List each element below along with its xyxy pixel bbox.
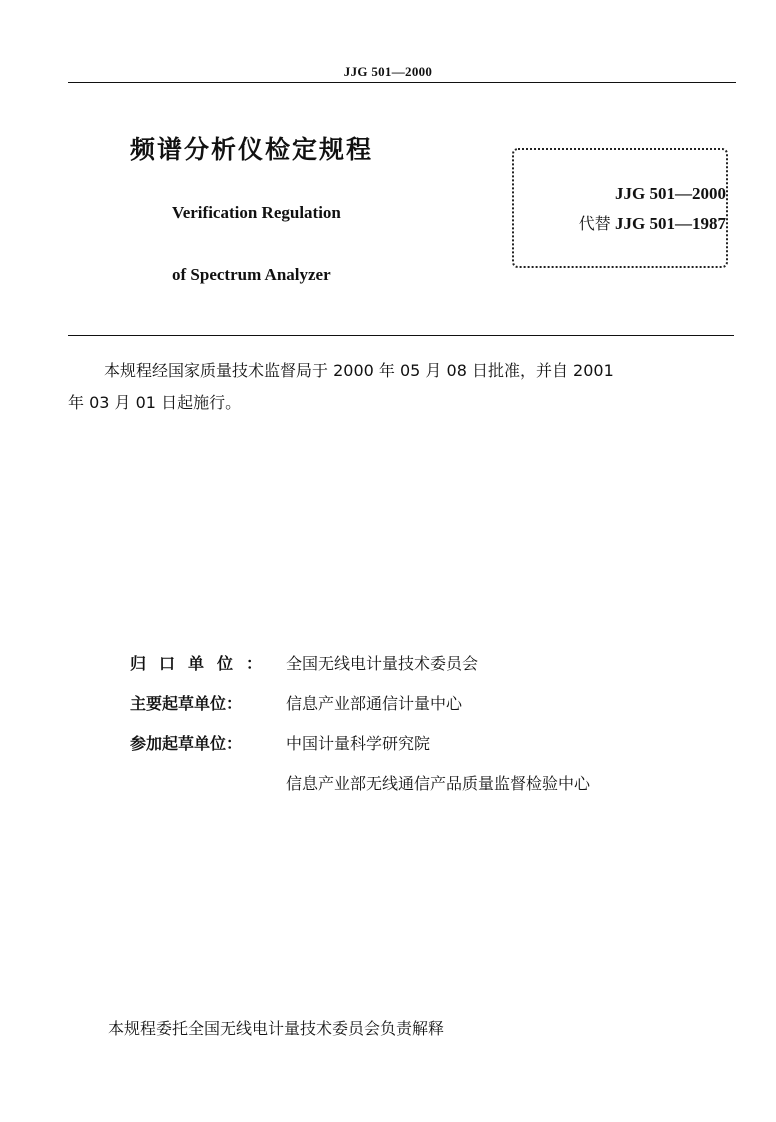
replaces-code-line [579, 211, 726, 234]
participating-drafter-label: 参加起草单位： [130, 734, 243, 753]
title-divider [68, 335, 734, 336]
main-drafter-label: 主要起草单位： [130, 694, 243, 713]
participating-drafter: 中国计量科学研究院 [286, 734, 431, 753]
approval-statement-line2: 年 03 月 01 日起施行。 [68, 393, 242, 412]
interpretation-note: 本规程委托全国无线电计量技术委员会负责解释 [108, 1019, 445, 1038]
replaces-label: 代替 [578, 214, 611, 233]
document-title-english-line1: Verification Regulation [172, 203, 341, 222]
participating-drafter: 信息产业部无线通信产品质量监督检验中心 [286, 774, 591, 793]
standard-code: JJG 501—2000 [615, 184, 726, 203]
document-title-chinese: 频谱分析仪检定规程 [130, 135, 374, 164]
approval-statement-line1: 本规程经国家质量技术监督局于 2000 年 05 月 08 日批准，并自 2001 [104, 361, 614, 380]
standard-code-box [512, 148, 728, 268]
responsible-unit-label: 归口单位： [130, 654, 276, 673]
document-title-english-line2: of Spectrum Analyzer [172, 265, 331, 284]
header-standard-code: JJG 501—2000 [343, 64, 433, 79]
header-divider [68, 82, 736, 83]
main-drafter: 信息产业部通信计量中心 [286, 694, 463, 713]
replaces-code: JJG 501—1987 [615, 214, 726, 233]
responsible-unit: 全国无线电计量技术委员会 [286, 654, 479, 673]
